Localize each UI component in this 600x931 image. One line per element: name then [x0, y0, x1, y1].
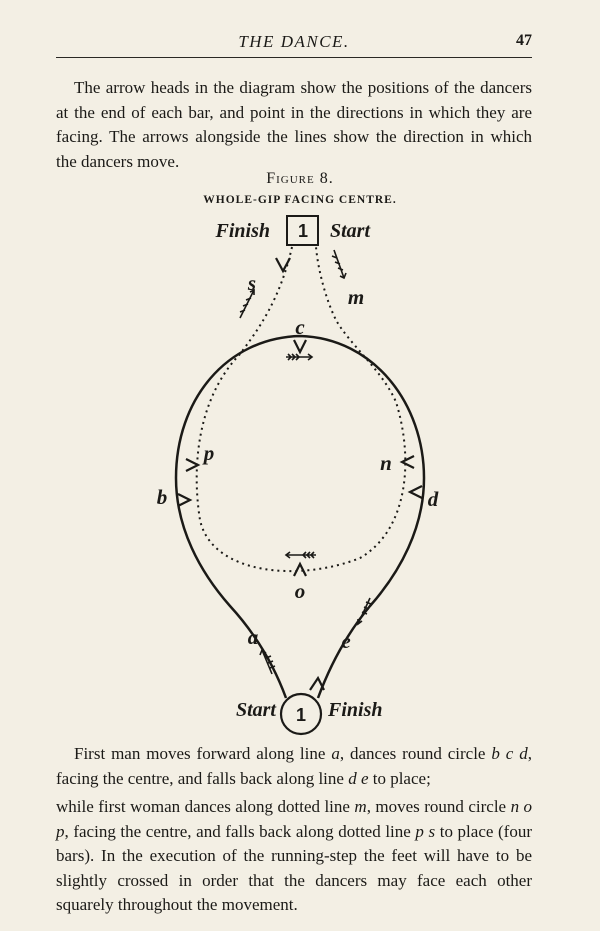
movement-arrow-a [260, 650, 275, 674]
movement-arrow-bottom-circle [286, 552, 316, 558]
letter-a: a [247, 625, 259, 649]
arrowhead-b [178, 494, 190, 506]
letter-o: o [294, 579, 306, 603]
bottom-circle-number: 1 [295, 705, 307, 725]
arrowhead-c [294, 340, 306, 352]
letter-b: b [156, 485, 168, 509]
line-ref: d e [348, 768, 369, 788]
bottom-position-circle [281, 694, 321, 734]
letter-e: e [341, 629, 351, 653]
movement-arrow-s [240, 290, 254, 318]
arrowhead-o [294, 564, 306, 576]
page-number: 47 [516, 32, 532, 49]
text-run: First man moves forward along line [74, 744, 332, 763]
top-start-label: Start [330, 220, 371, 242]
letter-s: s [247, 271, 257, 295]
letter-p: p [203, 441, 215, 465]
arrowhead-d [410, 486, 422, 498]
movement-arrow-e [358, 598, 371, 624]
arrowhead-p [186, 459, 198, 471]
movement-arrow-top-circle [286, 354, 312, 360]
line-ref: p s [415, 821, 436, 841]
page-header [56, 28, 532, 56]
circle-ref: n o p [56, 797, 533, 841]
solid-man-path [176, 336, 424, 698]
arrowhead-top [276, 258, 290, 271]
line-ref: a [331, 744, 340, 763]
movement-arrow-m [332, 250, 346, 278]
letter-m: m [347, 285, 365, 309]
letter-n: n [380, 451, 392, 475]
intro-paragraph: The arrow heads in the diagram show the positions of the dancers at the end of each bar, and point in the directions in which they are facing. The arrows alongside the lines show the direction in which the dancers move. [56, 78, 532, 171]
figure-label: Figure 8. [266, 170, 334, 187]
running-title: THE DANCE. [238, 32, 350, 51]
circle-ref: b c d [491, 744, 528, 763]
top-finish-label: Finish [215, 220, 270, 242]
figure-caption: WHOLE-GIP FACING CENTRE. [203, 194, 397, 206]
text-run: to place; [368, 768, 431, 788]
text-run: , facing the centre, and falls back along line [56, 744, 532, 788]
header-rule [56, 57, 532, 58]
body-paragraph-1 [56, 742, 532, 791]
text-run: , facing the centre, and falls back along dotted line [64, 821, 416, 841]
text-run: , dances round circle [339, 744, 492, 763]
bottom-finish-label: Finish [328, 699, 383, 721]
text-run: to place (four bars). In the execution of the running-step the feet will have to be slightly crossed in order that the dancers may face each other squarely throughout the movement. [56, 821, 532, 914]
text-run: , moves round circle [366, 797, 511, 816]
top-box-number: 1 [297, 221, 309, 241]
letter-d: d [427, 487, 439, 511]
bottom-start-label: Start [235, 699, 276, 721]
body-paragraph-2 [56, 795, 532, 918]
top-position-box [287, 216, 318, 245]
arrowhead-n [402, 456, 414, 468]
line-ref: m [354, 797, 367, 816]
dotted-woman-path [197, 247, 406, 571]
letter-c: c [295, 315, 305, 339]
text-run: while first woman dances along dotted line [56, 797, 355, 816]
arrowhead-bottom [310, 678, 324, 690]
